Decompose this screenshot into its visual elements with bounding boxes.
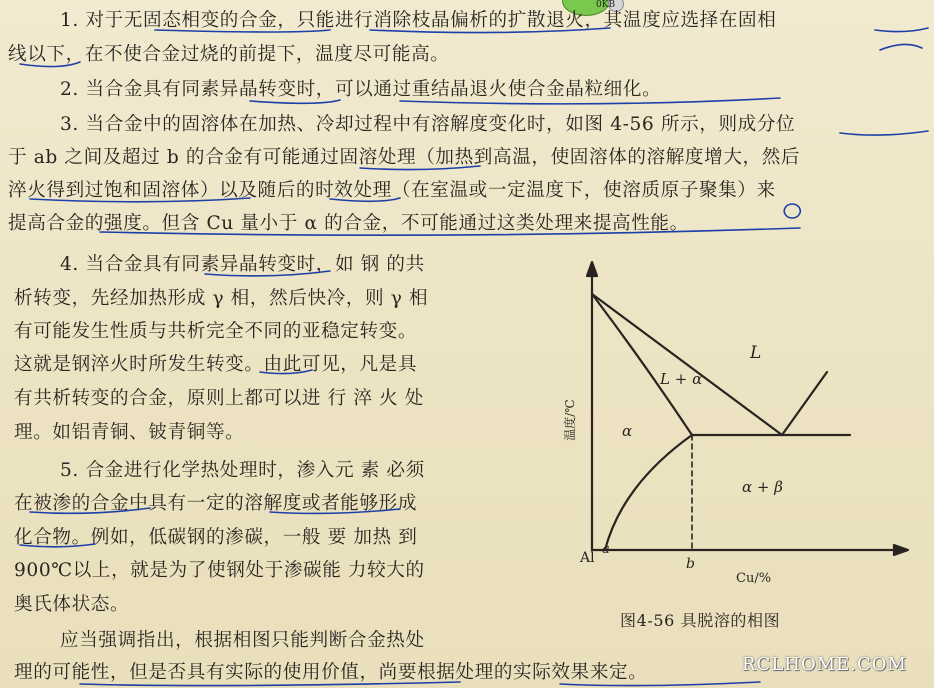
text-line-11: 这就是钢淬火时所发生转变。由此可见，凡是具 bbox=[14, 354, 418, 375]
text-line-5: 于 ab 之间及超过 b 的合金有可能通过固溶处理（加热到高温，使固溶体的溶解度增大，然后 bbox=[8, 147, 801, 168]
point-b-label: b bbox=[686, 556, 695, 572]
y-axis-label: 温度/℃ bbox=[563, 399, 577, 441]
pen-side-mark bbox=[880, 44, 922, 50]
x-axis-arrow-icon bbox=[894, 545, 908, 555]
text-line-14: 5. 合金进行化学热处理时，渗入元 素 必须 bbox=[60, 460, 425, 481]
text-line-7: 提高合金的强度。但含 Cu 量小于 α 的合金，不可能通过这类处理来提高性能。 bbox=[8, 213, 689, 234]
pen-underline-3 bbox=[875, 28, 928, 32]
liquidus-curve-left bbox=[592, 294, 782, 435]
text-line-16: 化合物。例如，低碳钢的渗碳，一般 要 加热 到 bbox=[14, 527, 418, 548]
badge-text: 0KB bbox=[596, 0, 616, 10]
text-line-6: 淬火得到过饱和固溶体）以及随后的时效处理（在室温或一定温度下，使溶质原子聚集）来 bbox=[8, 180, 776, 201]
origin-al-label: Al bbox=[580, 550, 595, 566]
text-line-9: 析转变，先经加热形成 γ 相，然后快冷，则 γ 相 bbox=[14, 288, 429, 309]
x-axis-label: Cu/% bbox=[736, 571, 772, 586]
pen-underline-7 bbox=[840, 131, 928, 135]
text-line-17: 900℃以上，就是为了使钢处于渗碳能 力较大的 bbox=[14, 560, 425, 581]
figure-caption: 图4-56 具脱溶的相图 bbox=[620, 611, 781, 630]
region-alpha-beta-label: α + β bbox=[742, 478, 783, 496]
region-L-alpha-label: L + α bbox=[660, 370, 703, 388]
point-a-label: a bbox=[602, 542, 610, 557]
phase-diagram bbox=[552, 250, 934, 650]
solidus-curve bbox=[592, 294, 692, 435]
site-watermark: RCLHOME.COM bbox=[742, 654, 907, 675]
text-line-18: 奥氏体状态。 bbox=[14, 594, 130, 615]
text-line-13: 理。如铝青铜、铍青铜等。 bbox=[14, 422, 245, 443]
text-line-19: 应当强调指出，根据相图只能判断合金热处 bbox=[60, 630, 425, 651]
text-line-8: 4. 当合金具有同素异晶转变时，如 钢 的共 bbox=[60, 254, 425, 275]
text-line-15: 在被渗的合金中具有一定的溶解度或者能够形成 bbox=[14, 493, 418, 514]
liquidus-curve-right bbox=[782, 372, 827, 435]
text-line-12: 有共析转变的合金，原则上都可以进 行 淬 火 处 bbox=[14, 388, 424, 409]
text-line-4: 3. 当合金中的固溶体在加热、冷却过程中有溶解度变化时，如图 4-56 所示，则成分位 bbox=[60, 114, 796, 135]
text-line-1: 1. 对于无固态相变的合金，只能进行消除枝晶偏析的扩散退火，其温度应选择在固相 bbox=[60, 10, 777, 31]
pen-circle-mark bbox=[784, 204, 800, 218]
text-line-3: 2. 当合金具有同素异晶转变时，可以通过重结晶退火使合金晶粒细化。 bbox=[60, 79, 662, 100]
solvus-curve bbox=[605, 435, 692, 550]
region-L-label: L bbox=[750, 343, 762, 363]
text-line-10: 有可能发生性质与共析完全不同的亚稳定转变。 bbox=[14, 321, 418, 342]
text-line-20: 理的可能性，但是否具有实际的使用价值，尚要根据处理的实际效果来定。 bbox=[14, 662, 648, 683]
region-alpha-label: α bbox=[622, 422, 633, 440]
y-axis-arrow-icon bbox=[587, 262, 597, 276]
text-line-2: 线以下，在不使合金过烧的前提下，温度尽可能高。 bbox=[8, 44, 450, 65]
